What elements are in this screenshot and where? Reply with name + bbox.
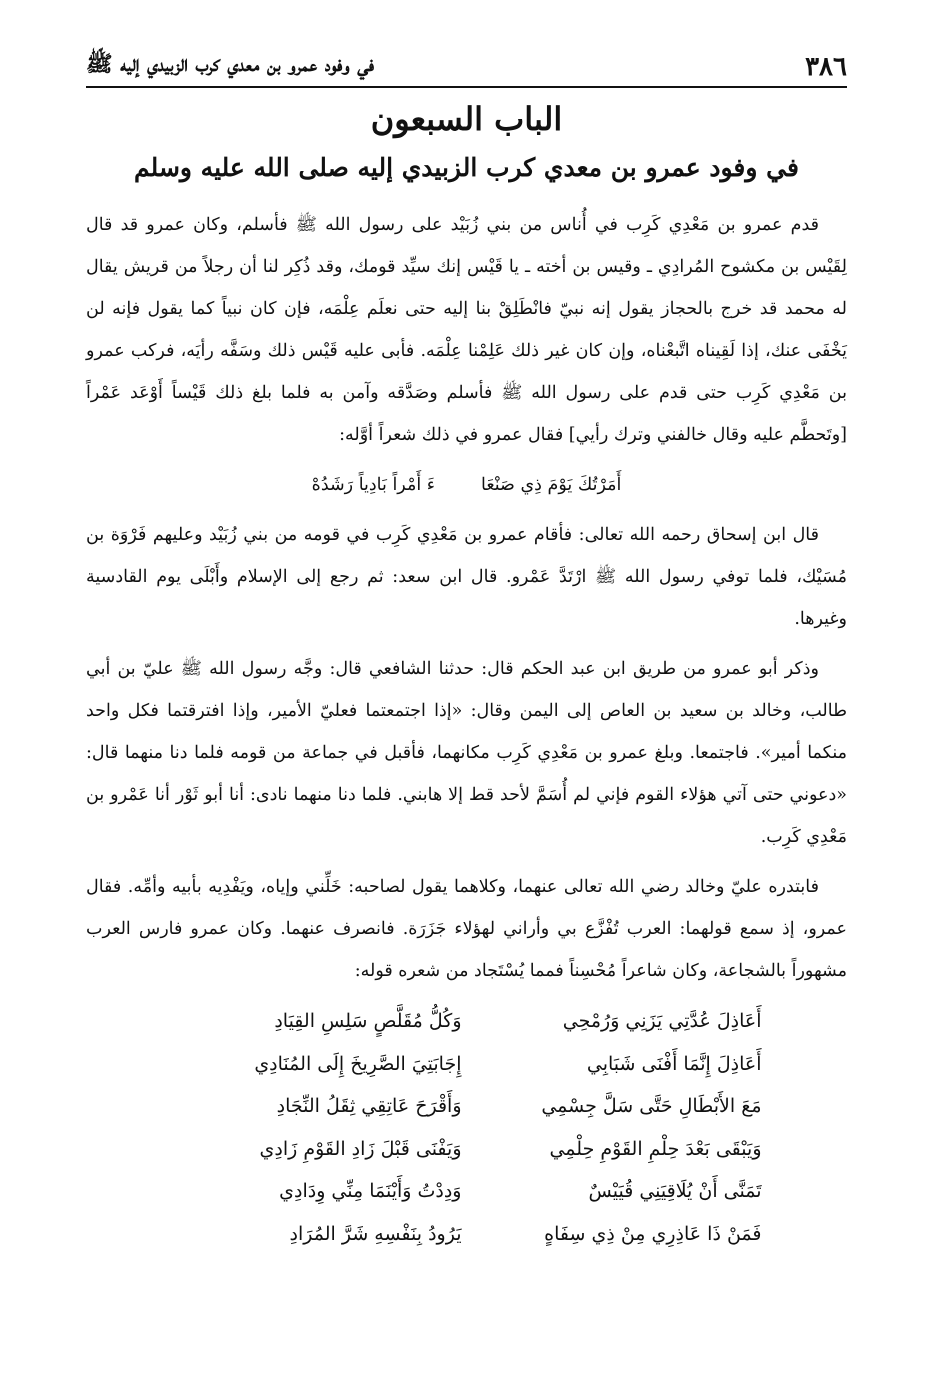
chapter-subtitle: في وفود عمرو بن معدي كرب الزبيدي إليه صلى الله عليه وسلم xyxy=(134,153,799,182)
paragraph: وذكر أبو عمرو من طريق ابن عبد الحكم قال: حدثنا الشافعي قال: وجَّه رسول الله ﷺ عليّ بن أبي طالب، وخالد بن سعيد بن العاص إلى اليمن وقال: «إذا اجتمعتما فعليّ الأمير، وإذا افترقتما فكل واحد منكما أمير». فاجتمعا. وبلغ عمرو بن مَعْدِي كَرِب مكانهما، فأقبل في جماعة من قومه فلما دنا منهما قال: «دعوني حتى آتي هؤلاء القوم فإني لم أُسَمَّ لأحد قط إلا هابني. فلما دنا منهما نادى: أنا أبو ثَوْر أنا عَمْرو بن مَعْدِي كَرِب. xyxy=(86,659,847,847)
poem-second-hemistich: إِجَابَتِيَ الصَّرِيخَ إِلَى المُنَادِي xyxy=(254,1052,462,1075)
verse-line xyxy=(86,464,847,506)
paragraph: قال ابن إسحاق رحمه الله تعالى: فأقام عمرو بن مَعْدِي كَرِب في قومه من بني زُبَيْد وعليهم فَرْوَة بن مُسَيْك، فلما توفي رسول الله ﷺ ارْتَدَّ عَمْرو. قال ابن سعد: ثم رجع إلى الإسلام وأَبْلَى يوم القادسية وغيرها. xyxy=(86,525,847,629)
page-number: ٣٨٦ xyxy=(805,52,847,82)
poem-second-hemistich: وَيَفْنَى قَبْلَ زَادِ القَوْمِ زَادِي xyxy=(259,1137,462,1160)
verse-first-hemistich: أَمَرْتُكَ يَوْمَ ذِي صَنْعَا xyxy=(481,475,622,495)
poem-first-hemistich: أَعَاذِلَ عُدَّتِي يَزَنِي وَرُمْحِي xyxy=(562,1010,762,1032)
poem-first-hemistich: مَعَ الأَبْطَالِ حَتَّى سَلَّ جِسْمِي xyxy=(541,1095,762,1117)
running-header xyxy=(86,40,847,88)
body-text xyxy=(86,204,847,1255)
poem-line xyxy=(86,1085,847,1128)
poem-line xyxy=(86,1170,847,1213)
poem-first-hemistich: أَعَاذِلَ إِنَّمَا أَفْنَى شَبَابِي xyxy=(586,1052,762,1075)
poem-second-hemistich: وَدِدْتُ وَأَيْنَمَا مِنِّي وِدَادِي xyxy=(279,1180,462,1202)
poem-first-hemistich: وَيَبْقَى بَعْدَ حِلْمِ القَوْمِ حِلْمِي xyxy=(549,1137,762,1160)
poem-line xyxy=(86,1128,847,1171)
poem-first-hemistich: تَمَنَّى أَنْ يُلَاقِيَنِي قُيَيْسٌ xyxy=(588,1180,762,1202)
poem-second-hemistich: وَكُلُّ مُقَلَّصٍ سَلِسِ القِيَادِ xyxy=(274,1010,462,1032)
paragraph: فابتدره عليّ وخالد رضي الله تعالى عنهما، وكلاهما يقول لصاحبه: خَلِّني وإياه، ويَفْدِيه بأبيه وأمِّه. فقال عمرو، إذ سمع قولهما: العرب تُفْزَّع بي وأراني لهؤلاء جَزَرَة. فانصرف عنهما. وكان عمرو فارس العرب مشهوراً بالشجاعة، وكان شاعراً مُحْسِناً فمما يُسْتَجاد من شعره قوله: xyxy=(86,877,847,981)
poem xyxy=(86,1000,847,1255)
verse-second-hemistich: ءَ أَمْراً بَادِياً رَشَدُهْ xyxy=(311,475,435,495)
poem-second-hemistich: يَرُودُ بِنَفْسِهِ شَرَّ المُرَادِ xyxy=(289,1222,462,1245)
poem-line xyxy=(86,1213,847,1256)
poem-first-hemistich: فَمَنْ ذَا عَاذِرِي مِنْ ذِي سِفَاهٍ xyxy=(544,1222,762,1245)
running-title: في وفود عمرو بن معدي كرب الزبيدي إليه ﷺ xyxy=(86,51,375,77)
poem-line xyxy=(86,1000,847,1043)
paragraph: قدم عمرو بن مَعْدِي كَرِب في أُناس من بني زُبَيْد على رسول الله ﷺ فأسلم، وكان عمرو قد قال لِقَيْس بن مكشوح المُرادِي ـ وقيس بن أخته ـ يا قَيْس إنك سيِّد قومك، وقد ذُكِر لنا أن رجلاً من قريش يقال له محمد قد خرج بالحجاز يقول إنه نبيّ فانْطَلِقْ بنا إليه حتى نعلَم عِلْمَه، فإن كان نبياً كما يقول فإنه لن يَخْفَى عنك، إذا لَقِيناه اتَّبعْناه، وإن كان غير ذلك عَلِمْنا عِلْمَه. فأبى عليه قَيْس ذلك وسَفَّه رأيَه، فركب عمرو بن مَعْدِي كَرِب حتى قدم على رسول الله ﷺ فأسلم وصَدَّقه وآمن به فلما بلغ ذلك قَيْساً أَوْعَد عَمْراً [وتَحطَّم عليه وقال خالفني وترك رأيي] فقال عمرو في ذلك شعراً أوَّله: xyxy=(86,215,847,445)
poem-second-hemistich: وَأَقْرَحَ عَاتِقِي ثِقَلُ النِّجَادِ xyxy=(276,1095,462,1117)
poem-line xyxy=(86,1043,847,1086)
chapter-title: الباب السبعون xyxy=(370,100,563,138)
